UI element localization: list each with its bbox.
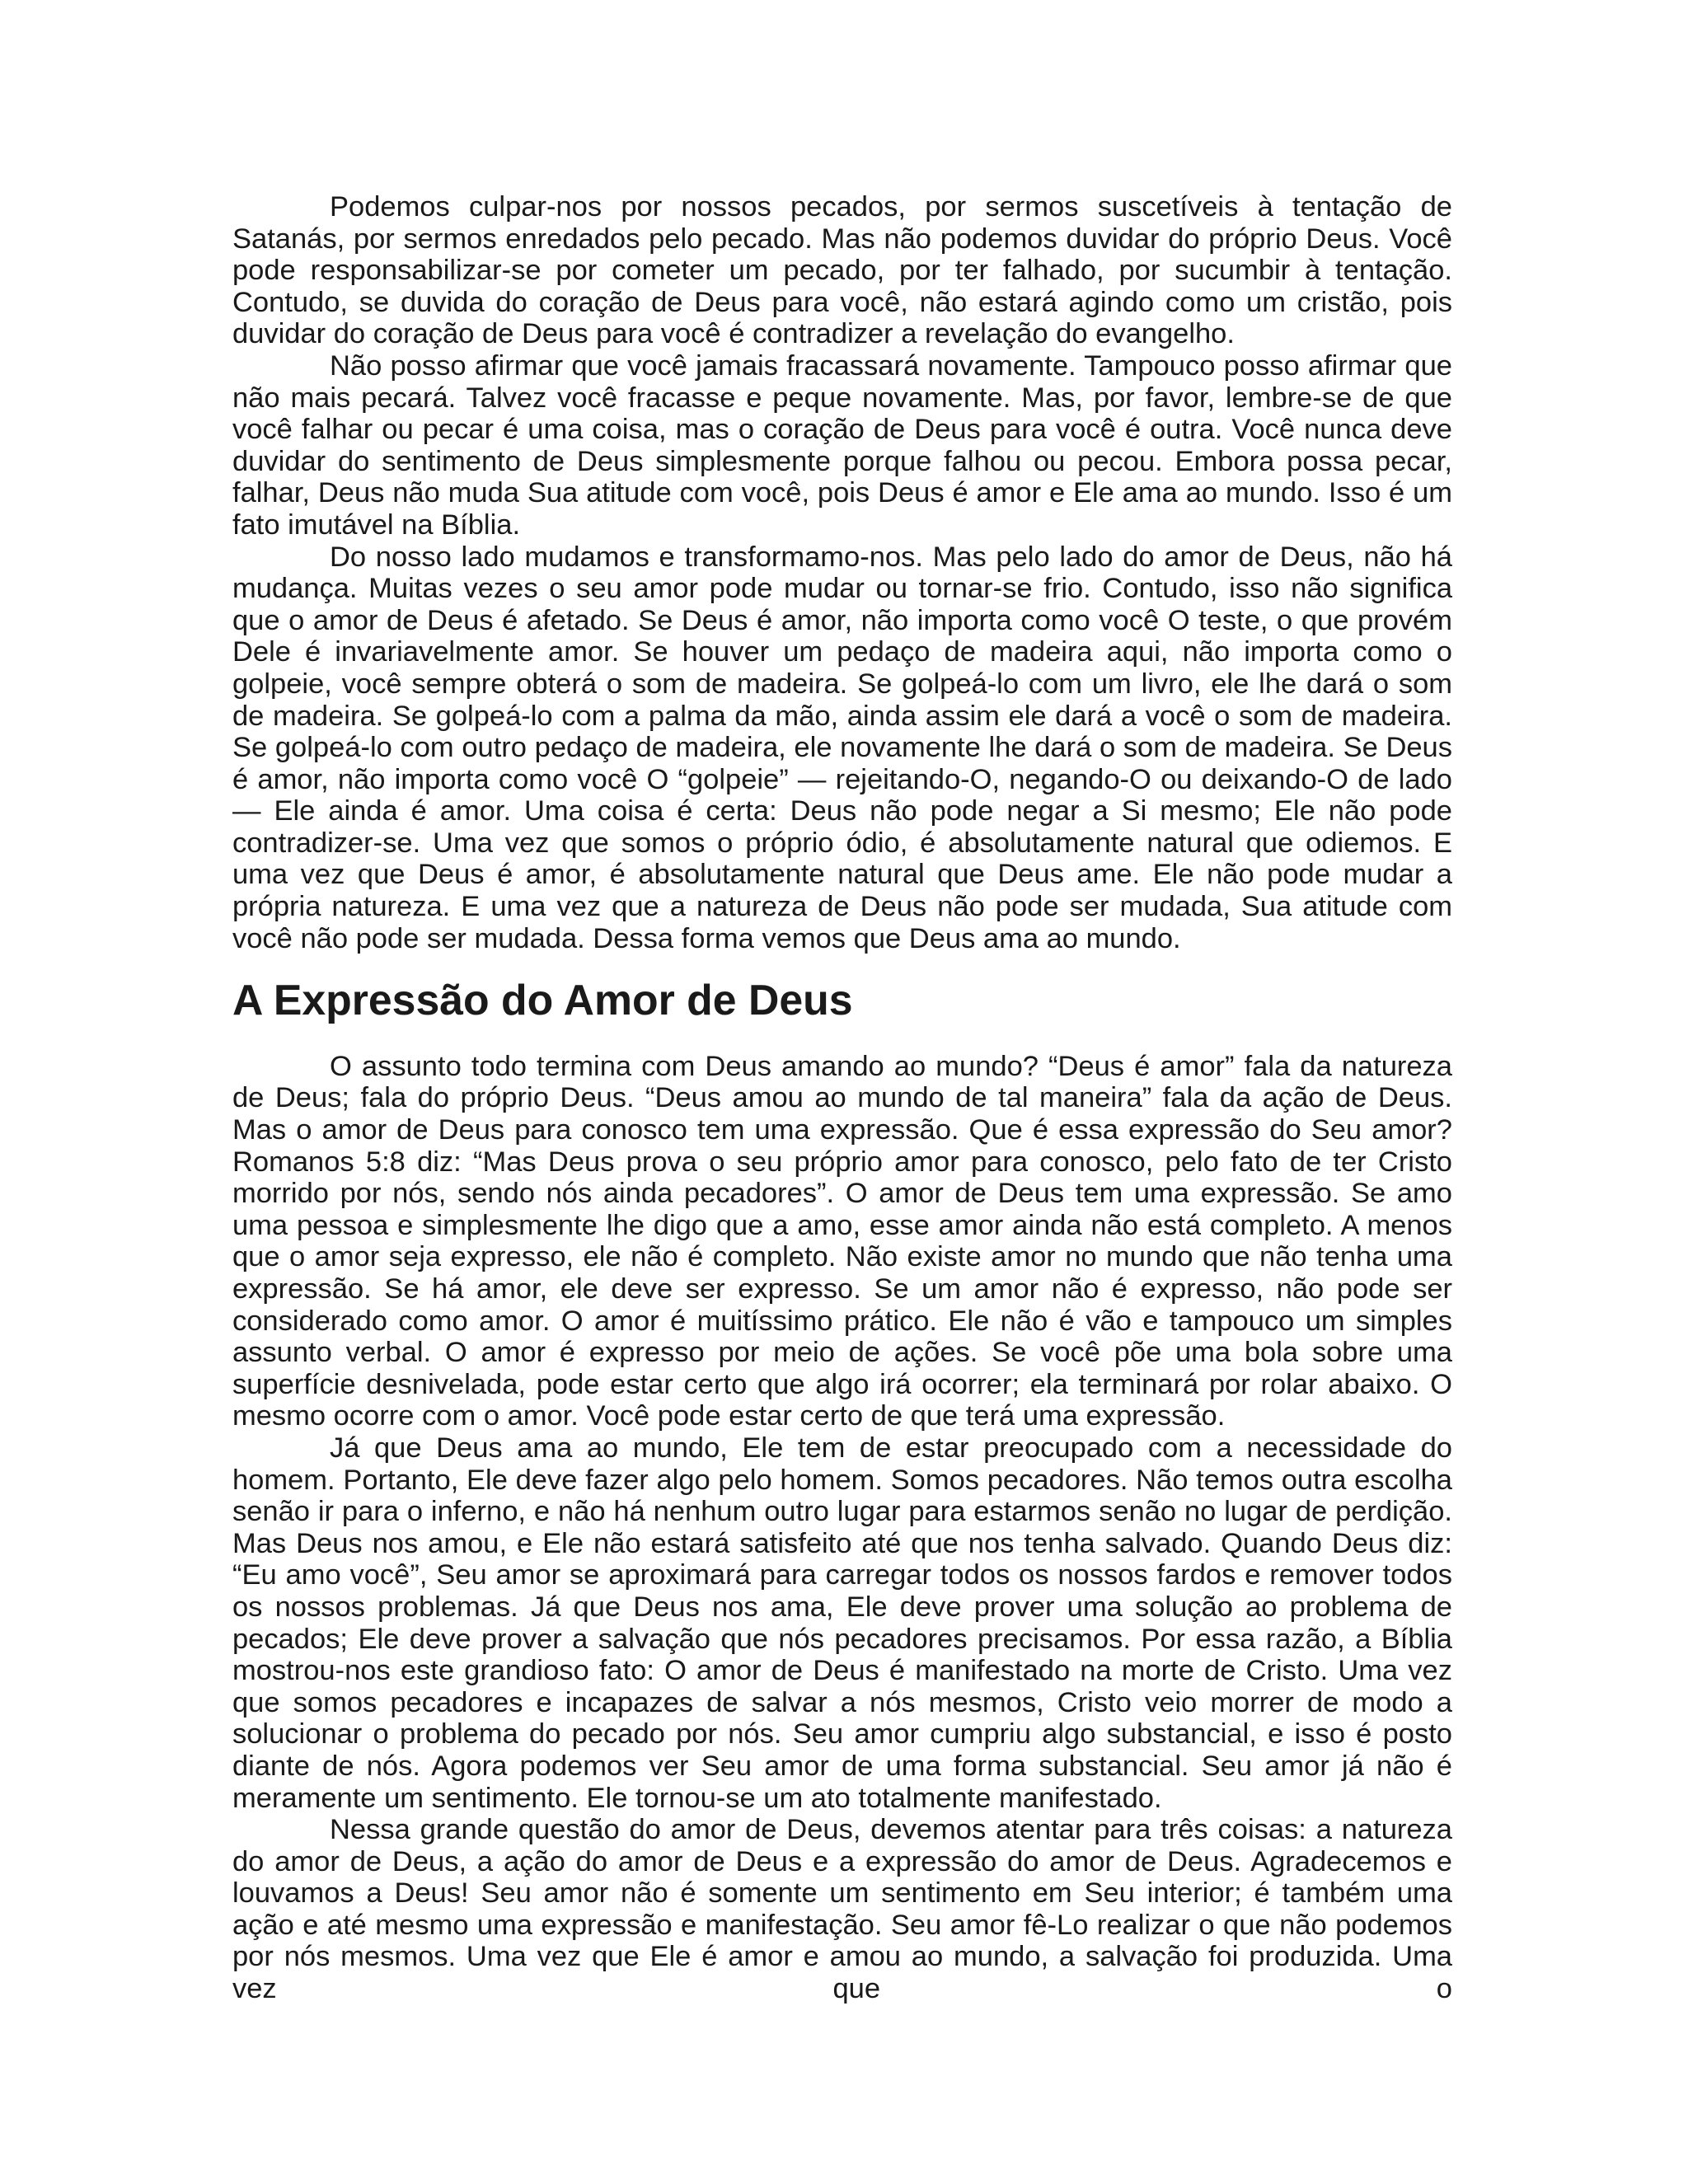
paragraph-1: Podemos culpar-nos por nossos pecados, por sermos suscetíveis à tentação de Satanás, por sermos enredados pelo pecado. Mas não podemos duvidar do próprio Deus. Você pode responsabilizar-se por cometer um pecado, por ter falhado, por sucumbir à tentação. Contudo, se duvida do coração de Deus para você, não estará agindo como um cristão, pois duvidar do coração de Deus para você é contradizer a revelação do evangelho.: [232, 191, 1452, 350]
section-heading: A Expressão do Amor de Deus: [232, 976, 853, 1024]
paragraph-2: Não posso afirmar que você jamais fracassará novamente. Tampouco posso afirmar que não mais pecará. Talvez você fracasse e peque novamente. Mas, por favor, lembre-se de que você falhar ou pecar é uma coisa, mas o coração de Deus para você é outra. Você nunca deve duvidar do sentimento de Deus simplesmente porque falhou ou pecou. Embora possa pecar, falhar, Deus não muda Sua atitude com você, pois Deus é amor e Ele ama ao mundo. Isso é um fato imutável na Bíblia.: [232, 349, 1452, 541]
paragraph-3: Do nosso lado mudamos e transformamo-nos. Mas pelo lado do amor de Deus, não há mudança. Muitas vezes o seu amor pode mudar ou tornar-se frio. Contudo, isso não significa que o amor de Deus é afetado. Se Deus é amor, não importa como você O teste, o que provém Dele é invariavelmente amor. Se houver um pedaço de madeira aqui, não importa como o golpeie, você sempre obterá o som de madeira. Se golpeá-lo com um livro, ele lhe dará o som de madeira. Se golpeá-lo com a palma da mão, ainda assim ele dará a você o som de madeira. Se golpeá-lo com outro pedaço de madeira, ele novamente lhe dará o som de madeira. Se Deus é amor, não importa como você O “golpeie” — rejeitando-O, negando-O ou deixando-O de lado — Ele ainda é amor. Uma coisa é certa: Deus não pode negar a Si mesmo; Ele não pode contradizer-se. Uma vez que somos o próprio ódio, é absolutamente natural que odiemos. E uma vez que Deus é amor, é absolutamente natural que Deus ame. Ele não pode mudar a própria natureza. E uma vez que a natureza de Deus não pode ser mudada, Sua atitude com você não pode ser mudada. Dessa forma vemos que Deus ama ao mundo.: [232, 541, 1452, 954]
paragraph-4: O assunto todo termina com Deus amando ao mundo? “Deus é amor” fala da natureza de Deus; fala do próprio Deus. “Deus amou ao mundo de tal maneira” fala da ação de Deus. Mas o amor de Deus para conosco tem uma expressão. Que é essa expressão do Seu amor? Romanos 5:8 diz: “Mas Deus prova o seu próprio amor para conosco, pelo fato de ter Cristo morrido por nós, sendo nós ainda pecadores”. O amor de Deus tem uma expressão. Se amo uma pessoa e simplesmente lhe digo que a amo, esse amor ainda não está completo. A menos que o amor seja expresso, ele não é completo. Não existe amor no mundo que não tenha uma expressão. Se há amor, ele deve ser expresso. Se um amor não é expresso, não pode ser considerado como amor. O amor é muitíssimo prático. Ele não é vão e tampouco um simples assunto verbal. O amor é expresso por meio de ações. Se você põe uma bola sobre uma superfície desnivelada, pode estar certo que algo irá ocorrer; ela terminará por rolar abaixo. O mesmo ocorre com o amor. Você pode estar certo de que terá uma expressão.: [232, 1050, 1452, 1432]
paragraph-5: Já que Deus ama ao mundo, Ele tem de estar preocupado com a necessidade do homem. Portanto, Ele deve fazer algo pelo homem. Somos pecadores. Não temos outra escolha senão ir para o inferno, e não há nenhum outro lugar para estarmos senão no lugar de perdição. Mas Deus nos amou, e Ele não estará satisfeito até que nos tenha salvado. Quando Deus diz: “Eu amo você”, Seu amor se aproximará para carregar todos os nossos fardos e remover todos os nossos problemas. Já que Deus nos ama, Ele deve prover uma solução ao problema de pecados; Ele deve prover a salvação que nós pecadores precisamos. Por essa razão, a Bíblia mostrou-nos este grandioso fato: O amor de Deus é manifestado na morte de Cristo. Uma vez que somos pecadores e incapazes de salvar a nós mesmos, Cristo veio morrer de modo a solucionar o problema do pecado por nós. Seu amor cumpriu algo substancial, e isso é posto diante de nós. Agora podemos ver Seu amor de uma forma substancial. Seu amor já não é meramente um sentimento. Ele tornou-se um ato totalmente manifestado.: [232, 1432, 1452, 1814]
paragraph-6: Nessa grande questão do amor de Deus, devemos atentar para três coisas: a natureza do amor de Deus, a ação do amor de Deus e a expressão do amor de Deus. Agradecemos e louvamos a Deus! Seu amor não é somente um sentimento em Seu interior; é também uma ação e até mesmo uma expressão e manifestação. Seu amor fê-Lo realizar o que não podemos por nós mesmos. Uma vez que Ele é amor e amou ao mundo, a salvação foi produzida. Uma vez que o: [232, 1814, 1452, 2005]
document-page: [232, 191, 1452, 2005]
